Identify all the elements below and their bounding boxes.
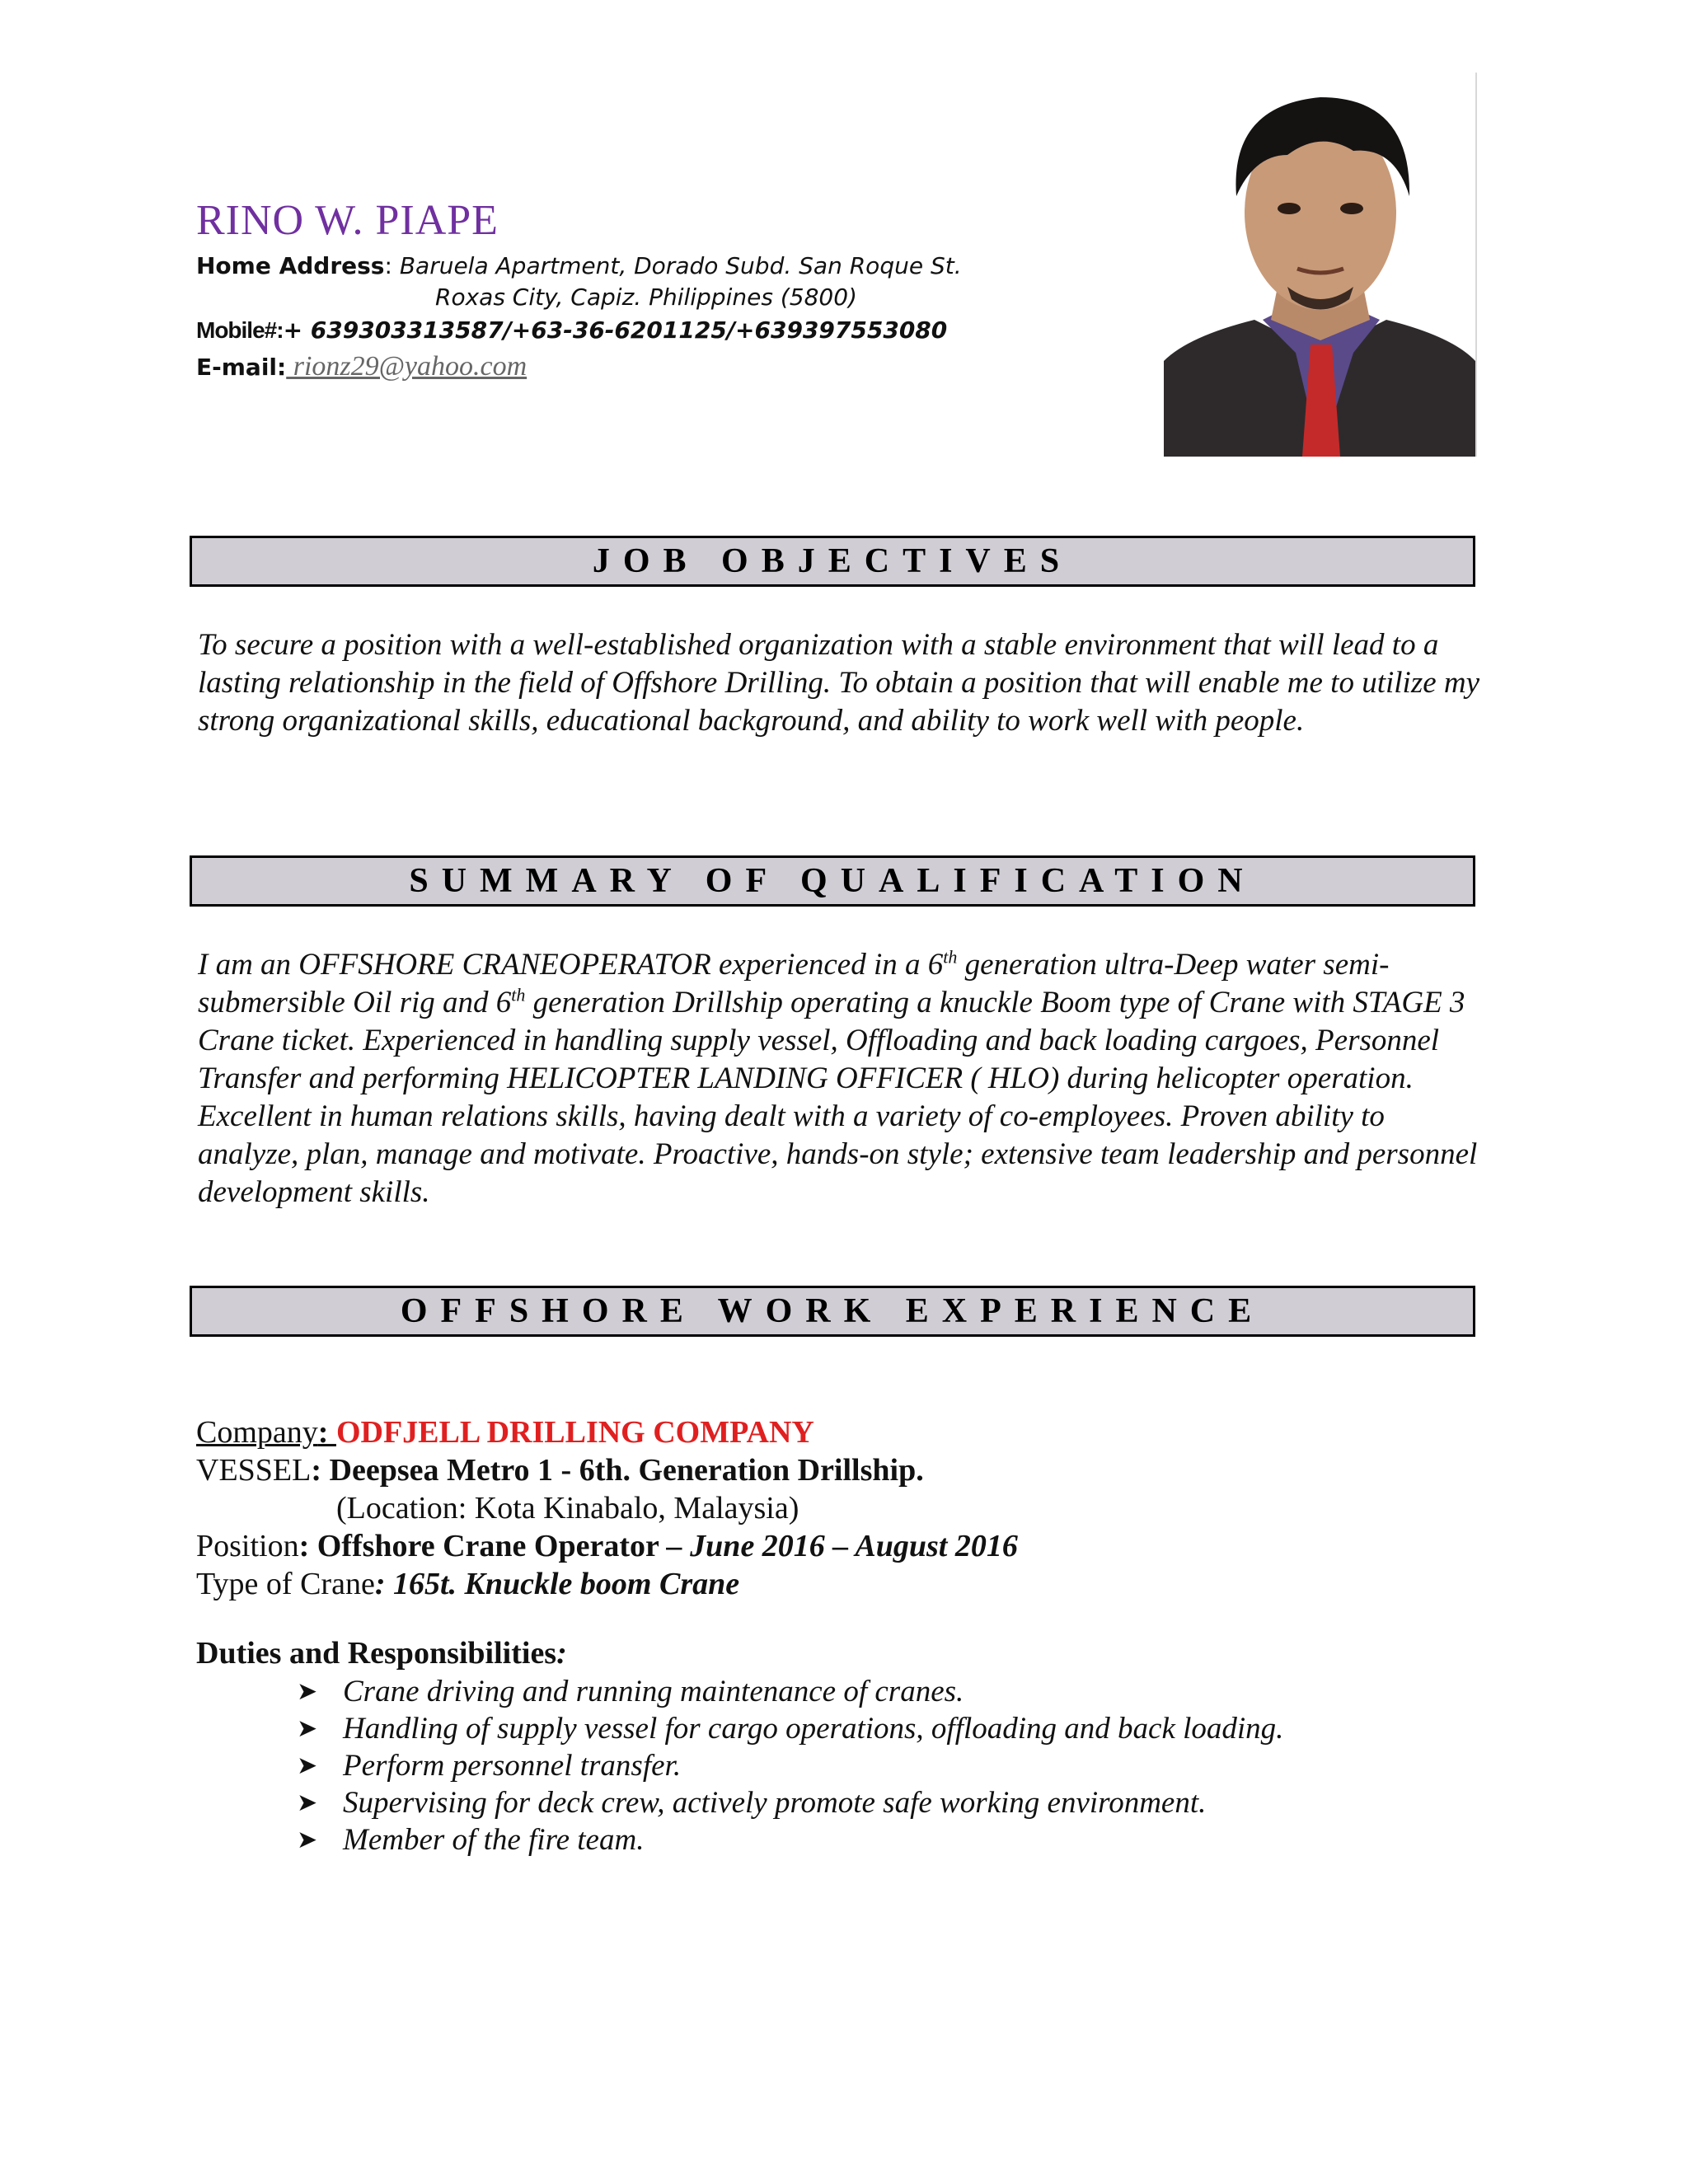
summary-sup2: th [511,984,526,1005]
profile-photo-illustration [1164,73,1475,457]
position-dates: – June 2016 – August 2016 [666,1529,1018,1563]
duties-list [297,1673,1283,1858]
job-objectives-text: To secure a position with a well-established organization with a stable environment that will lead to a lasting relationship in the field of Offshore Drilling. To obtain a position that will enable me to utilize my strong organizational skills, educational background, and ability to work well with people. [198,628,1480,738]
duty-text: Member of the fire team. [343,1823,645,1857]
home-address-separator: : [384,252,392,279]
email-link[interactable]: rionz29@yahoo.com [286,351,528,382]
arrow-bullet-icon: ➤ [297,1826,318,1854]
mobile-value: + 639303313587/+63-36-6201125/+639397553080 [283,316,948,344]
home-address-line1 [196,252,962,279]
section-header-work-experience: OFFSHORE WORK EXPERIENCE [190,1286,1475,1337]
list-item [297,1710,1283,1747]
company-value: ODFJELL DRILLING COMPANY [335,1415,814,1450]
crane-type-line [196,1566,739,1602]
crane-type-value: : 165t. Knuckle boom Crane [374,1567,740,1601]
mobile-line [196,316,947,344]
duties-colon: : [556,1636,567,1671]
list-item [297,1784,1283,1821]
duty-text: Handling of supply vessel for cargo operations, offloading and back loading. [343,1712,1284,1746]
list-item [297,1821,1283,1858]
arrow-bullet-icon: ➤ [297,1789,318,1816]
summary-sup1: th [943,946,958,968]
crane-type-label: Type of Crane [196,1567,375,1601]
duty-text: Crane driving and running maintenance of cranes. [343,1675,964,1708]
summary-text [198,946,1484,1212]
mobile-label: Mobile#: [196,317,284,343]
home-address-line2: Roxas City, Capiz. Philippines (5800) [435,284,857,311]
vessel-label: VESSEL [196,1453,312,1488]
list-item [297,1673,1283,1710]
section-header-job-objectives: JOB OBJECTIVES [190,536,1475,587]
duty-text: Supervising for deck crew, actively promote safe working environment. [343,1786,1207,1820]
summary-part2: generation ultra-Deep water semi-submersible Oil rig and 6 [198,948,1390,1019]
arrow-bullet-icon: ➤ [297,1752,318,1779]
summary-part3: generation Drillship operating a knuckle Boom type of Crane with STAGE 3 Crane ticket. Experienced in handling supply vessel, Offloading and back loading cargoes, Personnel Transfer and performing HELICOPTER LANDING OFFICER ( HLO) during helicopter operation. Excellent in human relations skills, having dealt with a variety of co-employees. Proven ability to analyze, plan, manage and motivate. Proactive, hands-on style; extensive team leadership and personnel development skills. [198,986,1478,1209]
profile-photo [1164,73,1477,457]
home-address-value: Baruela Apartment, Dorado Subd. San Roque St. [392,252,962,279]
company-line [196,1414,814,1451]
arrow-bullet-icon: ➤ [297,1678,318,1705]
section-header-summary: SUMMARY OF QUALIFICATION [190,855,1475,907]
company-colon: : [317,1415,336,1450]
position-label: Position [196,1529,299,1563]
position-value: : Offshore Crane Operator [298,1529,667,1563]
home-address-label: Home Address [196,252,385,279]
vessel-line [196,1452,924,1488]
duties-heading [196,1635,567,1671]
duty-text: Perform personnel transfer. [343,1749,682,1783]
email-label: E-mail [196,354,278,381]
email-line [196,351,527,382]
company-label: Company [196,1415,318,1450]
arrow-bullet-icon: ➤ [297,1715,318,1742]
email-separator: : [277,354,287,381]
duties-title: Duties and Responsibilities [196,1636,557,1671]
list-item [297,1747,1283,1784]
position-line [196,1528,1018,1564]
summary-part1: I am an OFFSHORE CRANEOPERATOR experienced in a 6 [198,948,944,982]
vessel-value: : Deepsea Metro 1 - 6th. Generation Drillship. [311,1453,924,1488]
location-line: (Location: Kota Kinabalo, Malaysia) [336,1491,799,1526]
candidate-name: RINO W. PIAPE [196,197,499,244]
